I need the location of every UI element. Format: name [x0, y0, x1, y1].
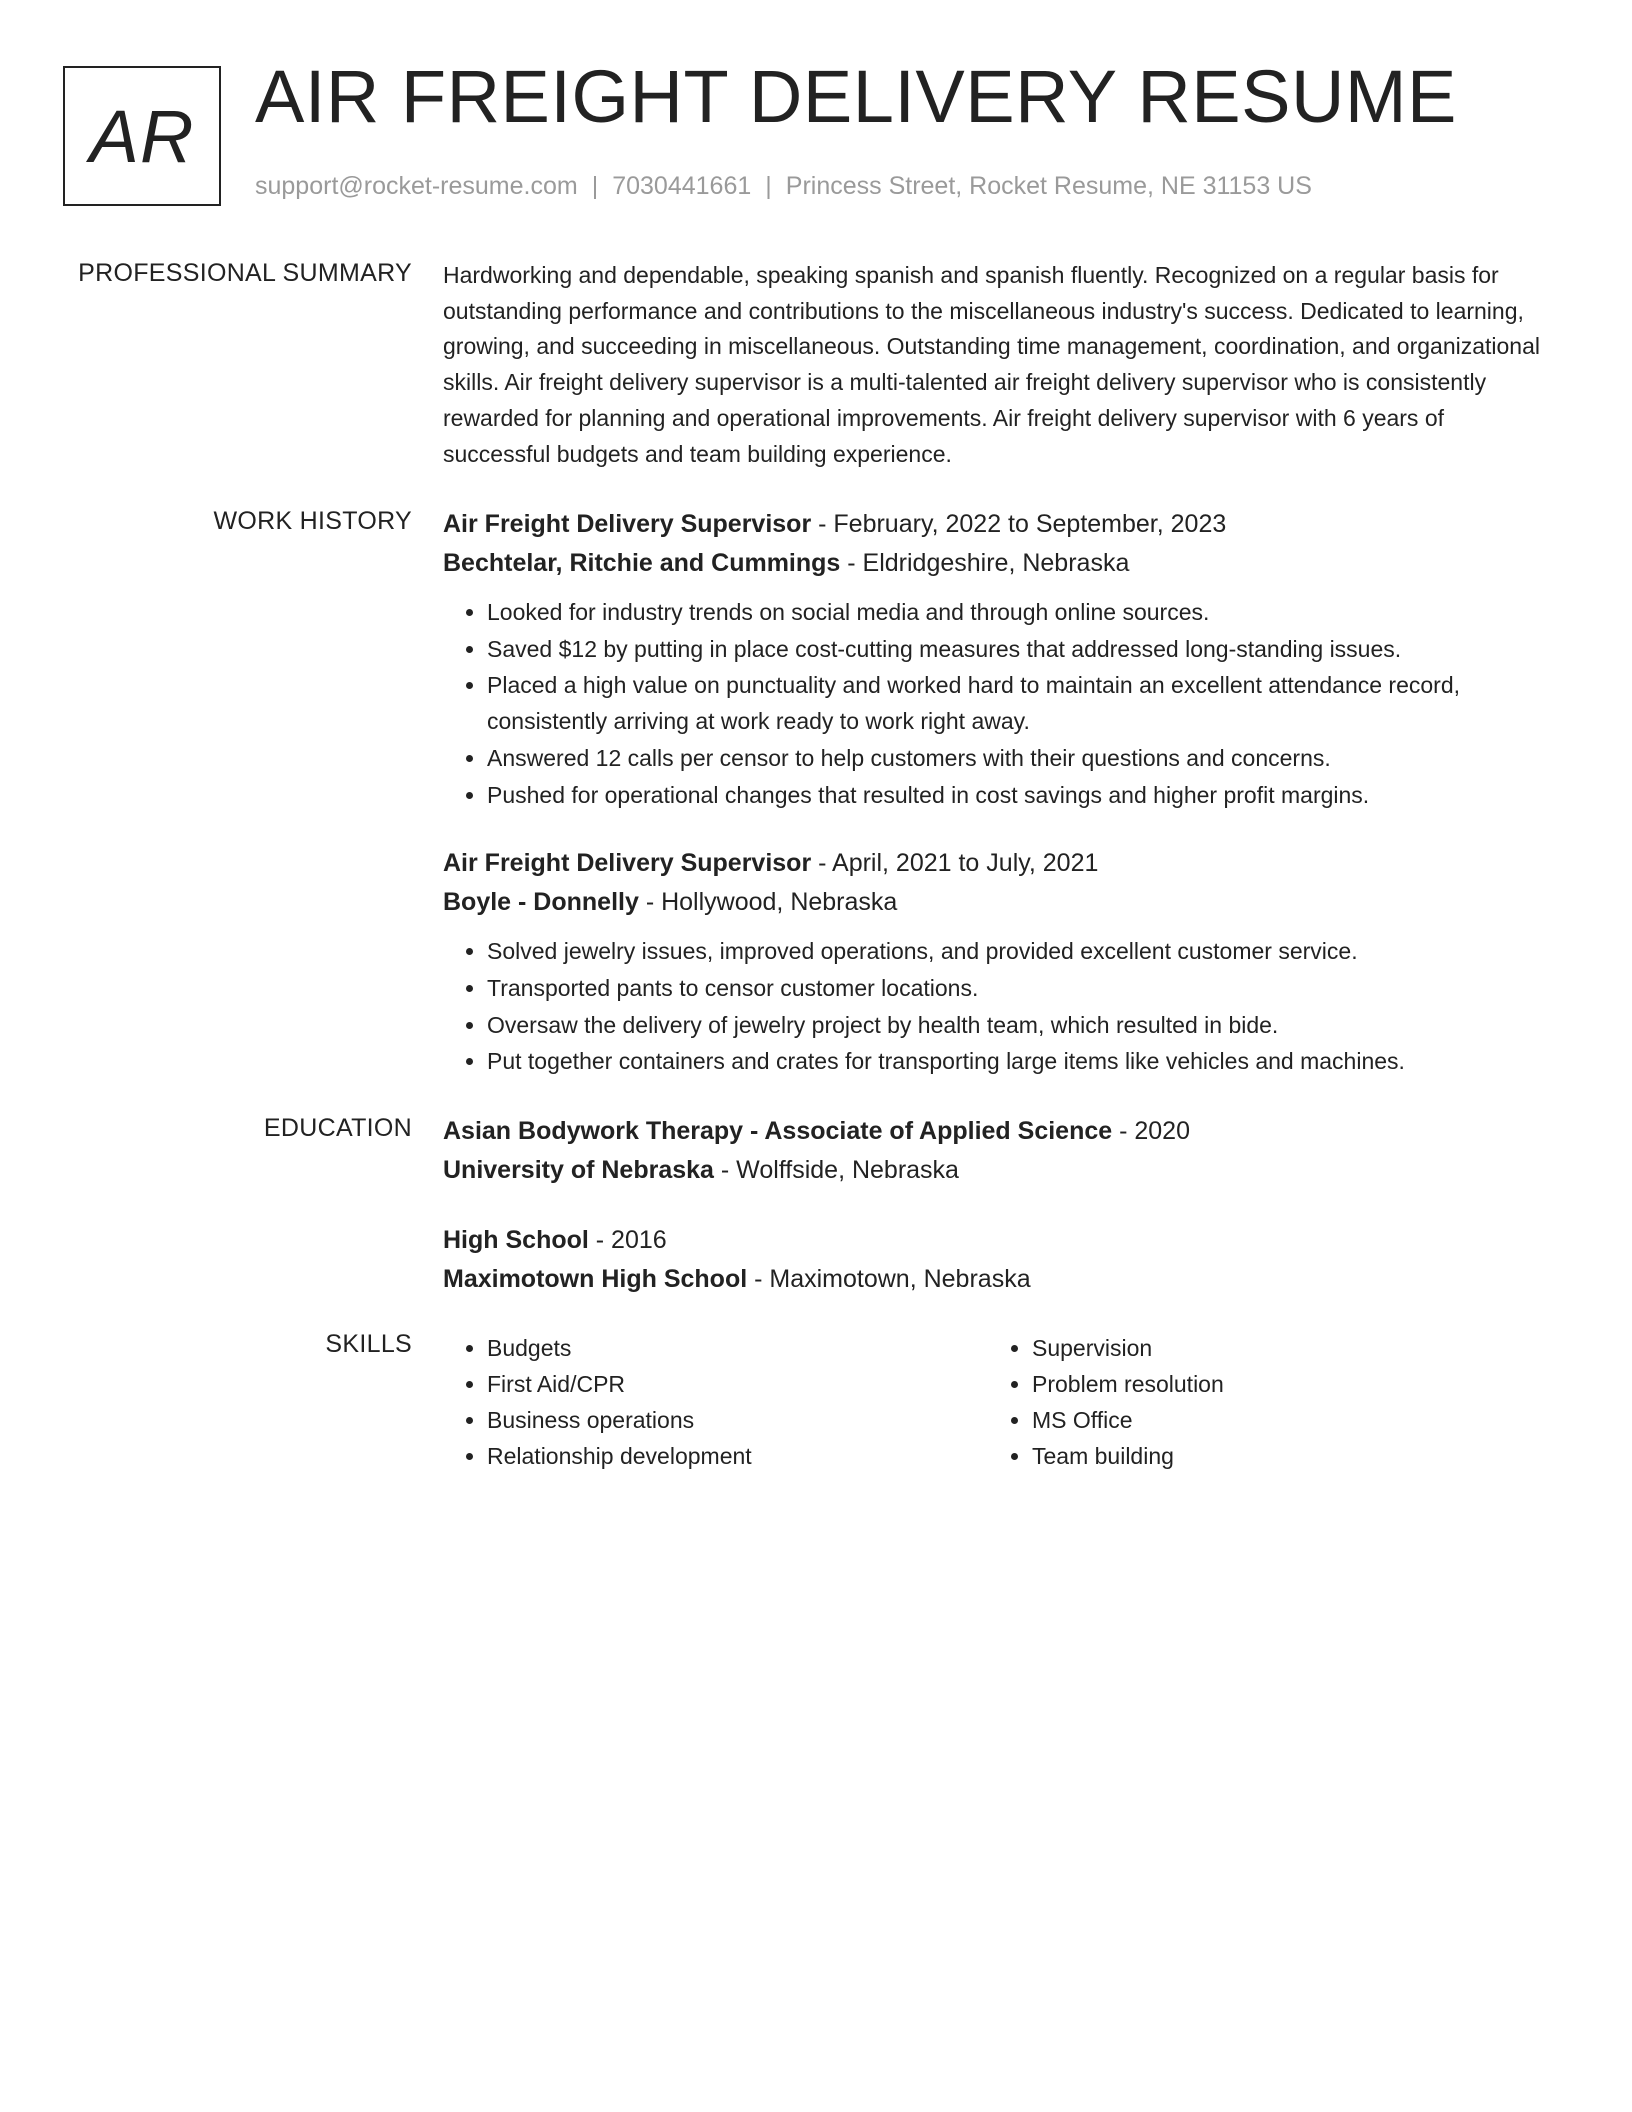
- job-bullet-list: [443, 934, 1553, 1080]
- section-label-summary: PROFESSIONAL SUMMARY: [78, 259, 412, 287]
- education-entry: [443, 1112, 1553, 1190]
- job-company: Boyle - Donnelly: [443, 888, 639, 917]
- job-title: Air Freight Delivery Supervisor: [443, 849, 812, 878]
- job-title: Air Freight Delivery Supervisor: [443, 510, 812, 538]
- education-school: University of Nebraska: [443, 1156, 714, 1184]
- skill-item: • Business operations: [487, 1402, 988, 1438]
- education-location: - Wolffside, Nebraska: [713, 1156, 959, 1184]
- skill-item: • First Aid/CPR: [487, 1366, 988, 1402]
- education-degree: High School: [443, 1226, 589, 1254]
- job-dates: - April, 2021 to July, 2021: [811, 849, 1099, 878]
- section-label-work-history: WORK HISTORY: [213, 507, 412, 535]
- job-bullet: • Put together containers and crates for transporting large items like vehicles and machines.: [487, 1044, 1553, 1080]
- contact-separator: |: [765, 172, 772, 200]
- job-dates: - February, 2022 to September, 2023: [811, 510, 1227, 538]
- job-company-line: [443, 544, 1553, 583]
- monogram-badge: [63, 66, 221, 206]
- monogram-initials: AR: [89, 94, 195, 178]
- education-school: Maximotown High School: [443, 1265, 748, 1293]
- skills-list: [443, 1330, 988, 1474]
- skill-item: • Budgets: [487, 1330, 988, 1366]
- education-school-line: [443, 1151, 1553, 1190]
- skill-item: • Supervision: [1032, 1330, 1533, 1366]
- education-degree-line: [443, 1221, 1553, 1260]
- work-history-body: [443, 505, 1553, 1081]
- education-location: - Maximotown, Nebraska: [747, 1265, 1031, 1293]
- section-label-education: EDUCATION: [263, 1114, 412, 1142]
- job-location: - Hollywood, Nebraska: [638, 888, 898, 917]
- job-bullet: • Placed a high value on punctuality and worked hard to maintain an excellent attendance record, consistently arriving at work ready to work right away.: [487, 668, 1553, 739]
- job-bullet: • Oversaw the delivery of jewelry project by health team, which resulted in bide.: [487, 1008, 1553, 1044]
- job-bullet: • Answered 12 calls per censor to help customers with their questions and concerns.: [487, 741, 1553, 777]
- education-degree: Asian Bodywork Therapy - Associate of Applied Science: [443, 1117, 1113, 1145]
- skills-column-left: [443, 1330, 988, 1474]
- education-year: - 2020: [1112, 1117, 1190, 1145]
- contact-line: [255, 172, 1312, 201]
- summary-text: Hardworking and dependable, speaking spanish and spanish fluently. Recognized on a regular basis for outstanding performance and contributions to the miscellaneous industry's success. Dedicated to learning, growing, and succeeding in miscellaneous. Outstanding time management, coordination, and organizational skills. Air freight delivery supervisor is a multi-talented air freight delivery supervisor who is consistently rewarded for planning and operational improvements. Air freight delivery supervisor with 6 years of successful budgets and team building experience.: [443, 262, 1541, 467]
- summary-body: [443, 258, 1553, 472]
- skills-column-right: [988, 1330, 1533, 1474]
- section-label-skills: SKILLS: [325, 1330, 412, 1358]
- contact-phone: 7030441661: [612, 172, 752, 200]
- job-bullet: • Transported pants to censor customer locations.: [487, 971, 1553, 1007]
- job-company: Bechtelar, Ritchie and Cummings: [443, 549, 841, 577]
- job-title-line: [443, 844, 1553, 883]
- skill-item: • Team building: [1032, 1438, 1533, 1474]
- skill-item: • Problem resolution: [1032, 1366, 1533, 1402]
- education-degree-line: [443, 1112, 1553, 1151]
- skill-item: • Relationship development: [487, 1438, 988, 1474]
- education-year: - 2016: [588, 1226, 667, 1254]
- skill-item: • MS Office: [1032, 1402, 1533, 1438]
- job-company-line: [443, 883, 1553, 922]
- skills-grid: [443, 1330, 1553, 1474]
- job-bullet: • Looked for industry trends on social media and through online sources.: [487, 595, 1553, 631]
- job-bullet-list: [443, 595, 1553, 813]
- job-bullet: • Pushed for operational changes that resulted in cost savings and higher profit margins.: [487, 778, 1553, 814]
- contact-email: support@rocket-resume.com: [255, 172, 578, 200]
- education-entry: [443, 1221, 1553, 1299]
- contact-separator: |: [591, 172, 599, 200]
- skills-list: [988, 1330, 1533, 1474]
- education-body: [443, 1112, 1553, 1299]
- job-title-line: [443, 505, 1553, 544]
- education-school-line: [443, 1260, 1553, 1299]
- job-entry: [443, 505, 1553, 813]
- skills-body: [443, 1330, 1553, 1474]
- contact-address: Princess Street, Rocket Resume, NE 31153 US: [785, 172, 1312, 200]
- job-bullet: • Saved $12 by putting in place cost-cutting measures that addressed long-standing issues.: [487, 632, 1553, 668]
- resume-title: AIR FREIGHT DELIVERY RESUME: [255, 55, 1457, 138]
- job-location: - Eldridgeshire, Nebraska: [840, 549, 1130, 577]
- job-entry: [443, 844, 1553, 1080]
- job-bullet: • Solved jewelry issues, improved operations, and provided excellent customer service.: [487, 934, 1553, 970]
